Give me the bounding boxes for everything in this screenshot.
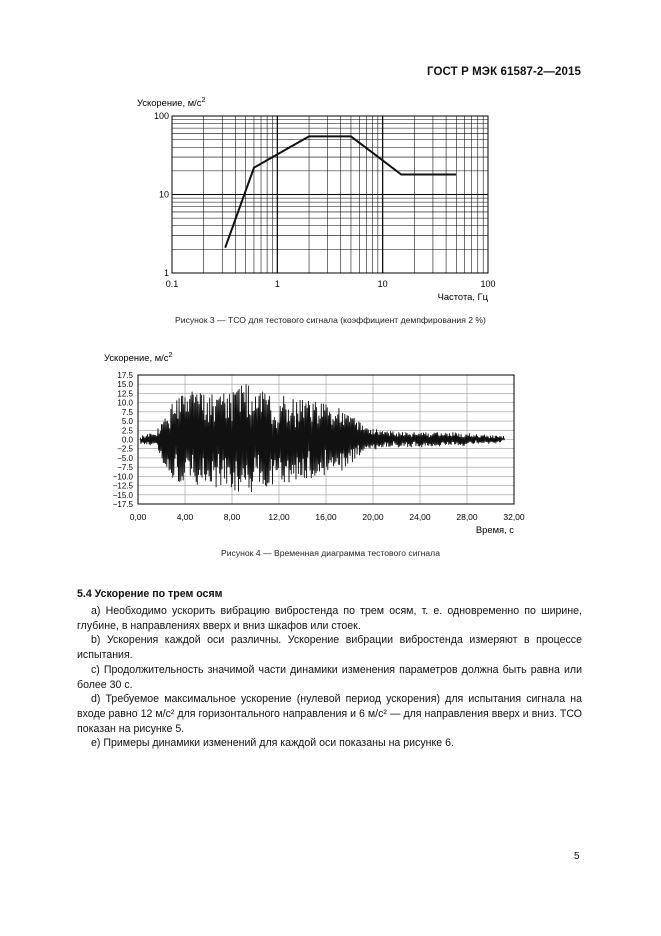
figure-4-x-tick-label: 32,00 [503, 512, 525, 522]
figure-3-xlabel: Частота, Гц [437, 291, 488, 302]
paragraph-e: е) Примеры динамики изменений для каждой оси показаны на рисунке 6. [91, 737, 454, 750]
figure-3-tick-labels [154, 111, 496, 289]
figure-4-y-tick-label: −5.0 [117, 453, 133, 463]
figure-4-y-tick-label: 17.5 [117, 371, 133, 380]
figure-4-x-tick-label: 20,00 [362, 512, 384, 522]
figure-4-y-tick-label: −2.5 [117, 444, 133, 454]
figure-3-y-tick-label: 1 [163, 268, 169, 278]
figure-4-y-tick-label: 0.0 [121, 435, 133, 445]
figure-4-series-line [140, 385, 504, 492]
figure-3-x-tick-label: 10 [377, 279, 388, 289]
figure-4-y-tick-label: 7.5 [121, 407, 133, 417]
figure-4-x-tick-label: 12,00 [268, 512, 290, 522]
figure-4-x-tick-label: 16,00 [315, 512, 337, 522]
paragraph-a: а) Необходимо ускорить вибрацию вибростенда по трем осям, т. е. одновременно по ширине, глубине, в направлениях вверх и вниз шкафов или стоек. [77, 605, 582, 632]
paragraph-c: c) Продолжительность значимой части динамики изменения параметров должна быть равна или более 30 с. [77, 663, 582, 691]
figure-4-y-tick-label: −17.5 [112, 500, 133, 509]
figure-4-x-tick-label: 28,00 [456, 512, 478, 522]
figure-3-ylabel: Ускорение, $м/с^2$ [137, 97, 206, 108]
figure-4-x-tick-label: 4,00 [176, 512, 194, 522]
figure-4-xlabel: Время, с [475, 524, 514, 535]
figure-3-grid [172, 116, 488, 273]
page-number: 5 [574, 851, 580, 862]
paragraph-d: d) Требуемое максимальное ускорение (нулевой период ускорения) для испытания сигнала на входе равно 12 м/с² для горизонтального направления и 6 м/с² — для направления вверх и вниз. ТСО показан на рисунке 5. [77, 693, 582, 735]
paragraph-b: b) Ускорения каждой оси различны. Ускорение вибрации вибростенда измеряют в процессе испытания. [77, 634, 582, 662]
figure-4-y-tick-label: 15.0 [117, 380, 133, 390]
figure-4-y-tick-label: 10.0 [117, 398, 133, 408]
section-body [77, 604, 582, 751]
figure-4-y-tick-label: −12.5 [112, 481, 133, 491]
figure-4-y-tick-label: 2.5 [121, 426, 133, 436]
figure-3-x-tick-label: 0.1 [165, 279, 179, 289]
figure-3-chart [0, 0, 661, 315]
figure-3-y-tick-label: 100 [153, 111, 169, 121]
figure-4-y-tick-label: −7.5 [117, 463, 133, 473]
figure-4-y-tick-label: 5.0 [121, 417, 133, 427]
figure-3-x-tick-label: 100 [480, 279, 496, 289]
figure-3-x-tick-label: 1 [274, 279, 280, 289]
figure-4-ylabel: Ускорение, $м/с^2$ [104, 352, 173, 363]
figure-4-chart [0, 340, 661, 545]
figure-4-y-tick-label: 12.5 [117, 389, 133, 399]
document-header: ГОСТ Р МЭК 61587-2—2015 [427, 66, 581, 78]
figure-4-y-tick-label: −15.0 [112, 490, 133, 500]
figure-4-x-tick-label: 24,00 [409, 512, 431, 522]
figure-4-x-tick-label: 8,00 [223, 512, 241, 522]
figure-4-caption: Рисунок 4 — Временная диаграмма тестового сигнала [221, 548, 440, 558]
figure-4-x-tick-label: 0,00 [129, 512, 147, 522]
figure-4-y-tick-label: −10.0 [112, 472, 133, 482]
section-title: 5.4 Ускорение по трем осям [77, 588, 223, 600]
figure-3-caption: Рисунок 3 — ТСО для тестового сигнала (коэффициент демпфирования 2 %) [175, 315, 486, 325]
figure-3-y-tick-label: 10 [158, 189, 169, 200]
